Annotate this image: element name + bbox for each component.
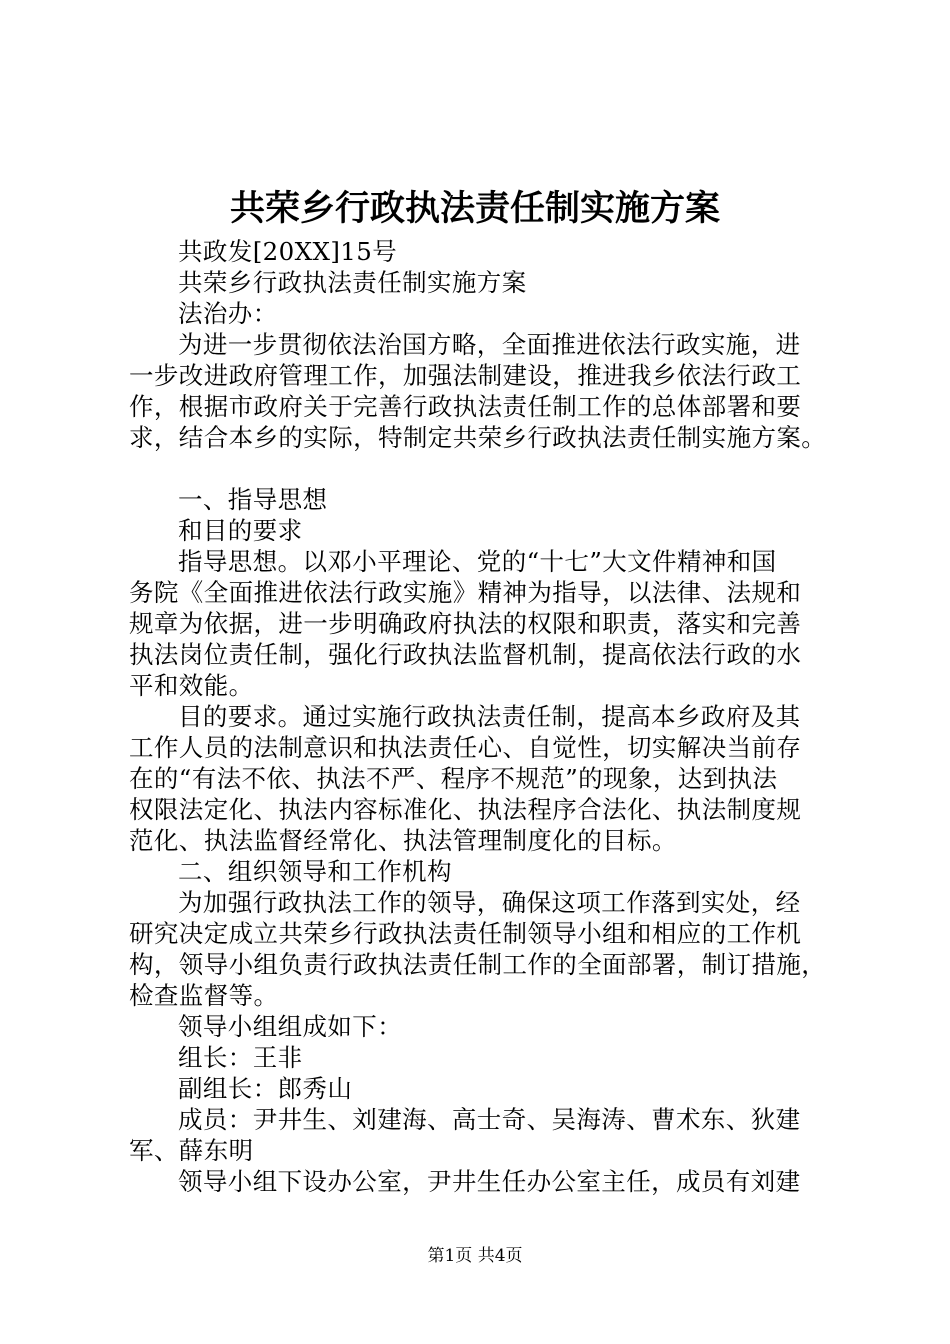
paragraph-line: 构，领导小组负责行政执法责任制工作的全面部署，制订措施， [129,950,827,979]
paragraph-gap [129,453,839,484]
issuing-office: 法治办： [178,299,278,328]
paragraph-line: 规章为依据，进一步明确政府执法的权限和职责，落实和完善 [129,609,802,638]
paragraph-line: 领导小组下设办公室，尹井生任办公室主任，成员有刘建 [178,1167,801,1196]
paragraph-line: 为进一步贯彻依法治国方略，全面推进依法行政实施，进 [178,330,801,359]
section-heading: 二、组织领导和工作机构 [178,857,452,886]
paragraph-line: 检查监督等。 [129,981,279,1010]
paragraph-line: 执法岗位责任制，强化行政执法监督机制，提高依法行政的水 [129,640,802,669]
paragraph-line: 范化、执法监督经常化、执法管理制度化的目标。 [129,826,677,855]
paragraph-line: 工作人员的法制意识和执法责任心、自觉性，切实解决当前存 [129,733,802,762]
paragraph-line: 研究决定成立共荣乡行政执法责任制领导小组和相应的工作机 [129,919,802,948]
document-title: 共荣乡行政执法责任制实施方案 [229,188,720,229]
section-heading: 一、指导思想 [178,485,328,514]
paragraph-line: 平和效能。 [129,671,254,700]
paragraph-line: 权限法定化、执法内容标准化、执法程序合法化、执法制度规 [129,795,802,824]
paragraph-line: 目的要求。通过实施行政执法责任制，提高本乡政府及其 [178,702,801,731]
paragraph-line: 务院《全面推进依法行政实施》精神为指导，以法律、法规和 [129,578,802,607]
paragraph-line: 一步改进政府管理工作，加强法制建设，推进我乡依法行政工 [129,361,802,390]
document-number: 共政发[20XX]15号 [178,237,398,266]
paragraph-line: 指导思想。以邓小平理论、党的“十七”大文件精神和国 [178,547,777,576]
paragraph-line: 在的“有法不依、执法不严、程序不规范”的现象，达到执法 [129,764,778,793]
document-body [129,236,839,1197]
members-line-continued: 军、薛东明 [129,1136,254,1165]
page-footer: 第1页 共4页 [427,1246,523,1266]
deputy-leader-line: 副组长：郎秀山 [178,1074,353,1103]
paragraph-line: 求，结合本乡的实际，特制定共荣乡行政执法责任制实施方案。 [129,423,827,452]
section-heading-continued: 和目的要求 [178,516,303,545]
paragraph-line: 作，根据市政府关于完善行政执法责任制工作的总体部署和要 [129,392,802,421]
paragraph-line: 为加强行政执法工作的领导，确保这项工作落到实处，经 [178,888,801,917]
document-subject: 共荣乡行政执法责任制实施方案 [178,268,527,297]
paragraph-line: 领导小组组成如下： [178,1012,403,1041]
members-line: 成员：尹井生、刘建海、高士奇、吴海涛、曹术东、狄建 [178,1105,801,1134]
leader-line: 组长：王非 [178,1043,303,1072]
